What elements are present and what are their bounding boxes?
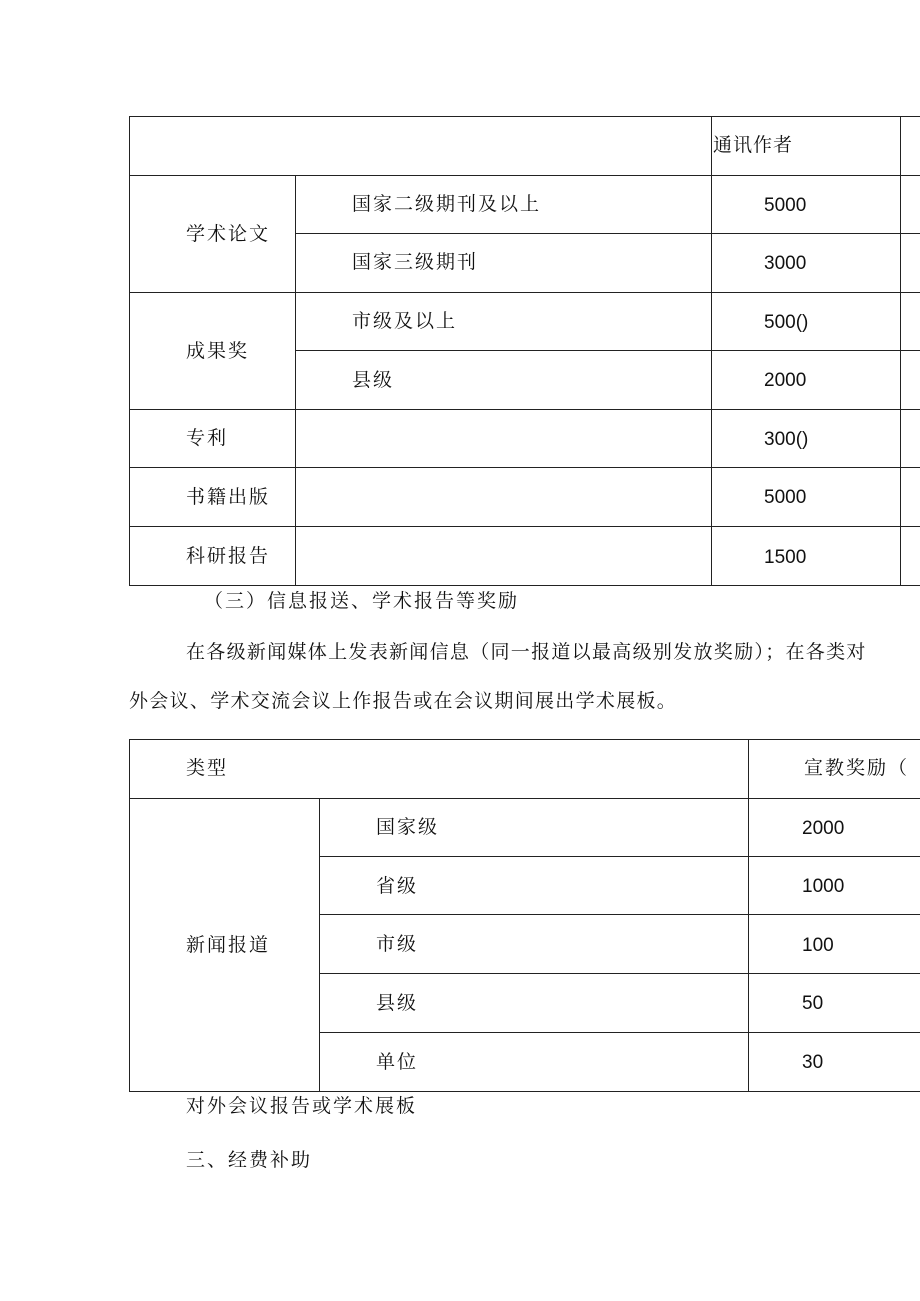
category-news-report: 新闻报道 (186, 934, 271, 956)
table-line (129, 585, 920, 586)
header-corresponding-author: 通讯作者 (713, 134, 794, 156)
paragraph-line-1: 在各级新闻媒体上发表新闻信息（同一报道以最高级别发放奖励）；在各类对 (186, 641, 867, 663)
table-line (319, 1032, 920, 1033)
sub-city-and-above: 市级及以上 (352, 310, 458, 332)
category-book-publishing: 书籍出版 (186, 486, 271, 508)
value-cell: 1500 (764, 547, 807, 568)
table-line (711, 116, 712, 586)
value-cell: 500() (764, 312, 809, 333)
table-line (129, 1091, 920, 1092)
value-cell: 300() (764, 429, 809, 450)
category-academic-paper: 学术论文 (186, 223, 271, 245)
level-provincial: 省级 (376, 875, 419, 897)
sub-national-level3-journal: 国家三级期刊 (352, 251, 479, 273)
table-line (129, 526, 920, 527)
category-research-report: 科研报告 (186, 545, 271, 567)
value-cell: 30 (802, 1052, 824, 1073)
table-line (129, 739, 920, 740)
value-cell: 2000 (764, 370, 807, 391)
table-line (129, 798, 920, 799)
level-city: 市级 (376, 933, 419, 955)
level-unit: 单位 (376, 1051, 419, 1073)
subheading-meeting-report: 对外会议报告或学术展板 (186, 1095, 418, 1117)
sub-county-level: 县级 (352, 369, 395, 391)
table-line (295, 175, 296, 586)
value-cell: 2000 (802, 818, 845, 839)
table-line (129, 116, 130, 586)
value-cell: 50 (802, 993, 824, 1014)
value-cell: 1000 (802, 876, 845, 897)
category-achievement-award: 成果奖 (186, 340, 250, 362)
value-cell: 100 (802, 935, 834, 956)
value-cell: 5000 (764, 487, 807, 508)
table-line (319, 856, 920, 857)
level-county: 县级 (376, 992, 419, 1014)
table-line (129, 116, 920, 117)
table-line (295, 233, 920, 234)
value-cell: 5000 (764, 195, 807, 216)
paragraph-line-2: 外会议、学术交流会议上作报告或在会议期间展出学术展板。 (129, 690, 678, 712)
table-line (129, 739, 130, 1092)
value-cell: 3000 (764, 253, 807, 274)
table-line (295, 350, 920, 351)
table-line (748, 739, 749, 1092)
sub-national-level2-journal: 国家二级期刊及以上 (352, 193, 542, 215)
table-line (319, 973, 920, 974)
header-reward: 宣教奖励（ (804, 757, 910, 779)
table-line (319, 798, 320, 1092)
table-line (129, 467, 920, 468)
table-line (129, 175, 920, 176)
section-heading-info-reporting: （三）信息报送、学术报告等奖励 (204, 590, 520, 612)
table-line (319, 914, 920, 915)
table-line (129, 409, 920, 410)
table-line (900, 116, 901, 586)
level-national: 国家级 (376, 816, 440, 838)
section-heading-funding: 三、经费补助 (186, 1149, 313, 1171)
table-line (129, 292, 920, 293)
header-type: 类型 (186, 757, 229, 779)
category-patent: 专利 (186, 427, 229, 449)
